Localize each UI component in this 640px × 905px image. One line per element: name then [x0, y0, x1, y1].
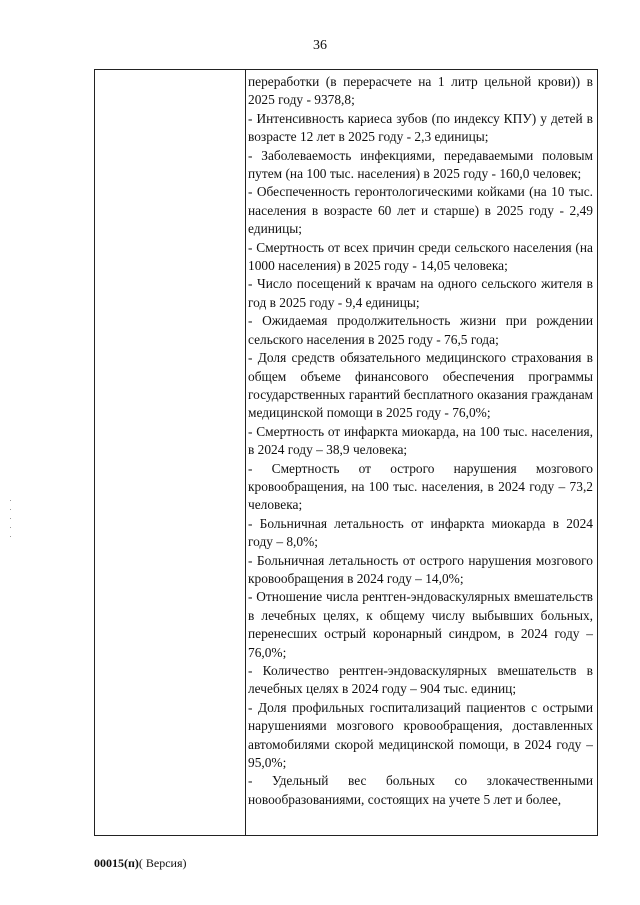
column-divider: [245, 70, 246, 835]
paragraph-14: - Доля профильных госпитализаций пациентов с острыми нарушениями мозгового кровообращения, доставленных автомобилями скорой медицинской помощи, в 2024 году – 95,0%;: [248, 699, 593, 771]
paragraph-8: - Смертность от инфаркта миокарда, на 100 тыс. населения, в 2024 году – 38,9 человека;: [248, 423, 593, 458]
paragraph-2: - Заболеваемость инфекциями, передаваемыми половым путем (на 100 тыс. населения) в 2025 году - 160,0 человек;: [248, 147, 593, 182]
paragraph-13: - Количество рентген-эндоваскулярных вмешательств в лечебных целях в 2024 году – 904 тыс. единиц;: [248, 663, 593, 697]
paragraph-6: - Ожидаемая продолжительность жизни при рождении сельского населения в 2025 году - 76,5 года;: [248, 313, 593, 347]
paragraph-15: - Удельный вес больных со злокачественными новообразованиями, состоящих на учете 5 лет и более,: [248, 773, 593, 807]
footer-version: ( Версия): [138, 856, 187, 870]
paragraph-0: переработки (в перерасчете на 1 литр цельной крови)) в 2025 году - 9378,8;: [248, 74, 593, 108]
table-left-cell: [95, 70, 245, 835]
table-right-cell: [248, 73, 593, 809]
paragraph-3: - Обеспеченность геронтологическими койками (на 10 тыс. населения в возрасте 60 лет и старше) в 2025 году - 2,49 единицы;: [248, 184, 593, 237]
scan-margin-dots: [10, 500, 12, 560]
paragraph-1: - Интенсивность кариеса зубов (по индексу КПУ) у детей в возрасте 12 лет в 2025 году - 2,3 единицы;: [248, 110, 593, 145]
paragraph-7: - Доля средств обязательного медицинского страхования в общем объеме финансового обеспечения программы государственных гарантий бесплатного оказания гражданам медицинской помощи в 2025 году - 76,0%;: [248, 350, 593, 421]
paragraph-4: - Смертность от всех причин среди сельского населения (на 1000 населения) в 2025 году - 14,05 человека;: [248, 239, 593, 274]
paragraph-11: - Больничная летальность от острого нарушения мозгового кровообращения в 2024 году – 14,0%;: [248, 552, 593, 586]
document-table: [94, 69, 598, 836]
paragraph-12: - Отношение числа рентген-эндоваскулярных вмешательств в лечебных целях, к общему числу выбывших больных, перенесших острый коронарный синдром, в 2024 году – 76,0%;: [248, 589, 593, 660]
page-number: 36: [313, 38, 327, 53]
paragraph-9: - Смертность от острого нарушения мозгового кровообращения, на 100 тыс. населения, в 2024 году – 73,2 человека;: [248, 460, 593, 513]
paragraph-5: - Число посещений к врачам на одного сельского жителя в год в 2025 году - 9,4 единицы;: [248, 276, 593, 310]
footer-code: 00015(п): [94, 856, 139, 870]
footer: [94, 856, 187, 871]
paragraph-10: - Больничная летальность от инфаркта миокарда в 2024 году – 8,0%;: [248, 515, 593, 550]
